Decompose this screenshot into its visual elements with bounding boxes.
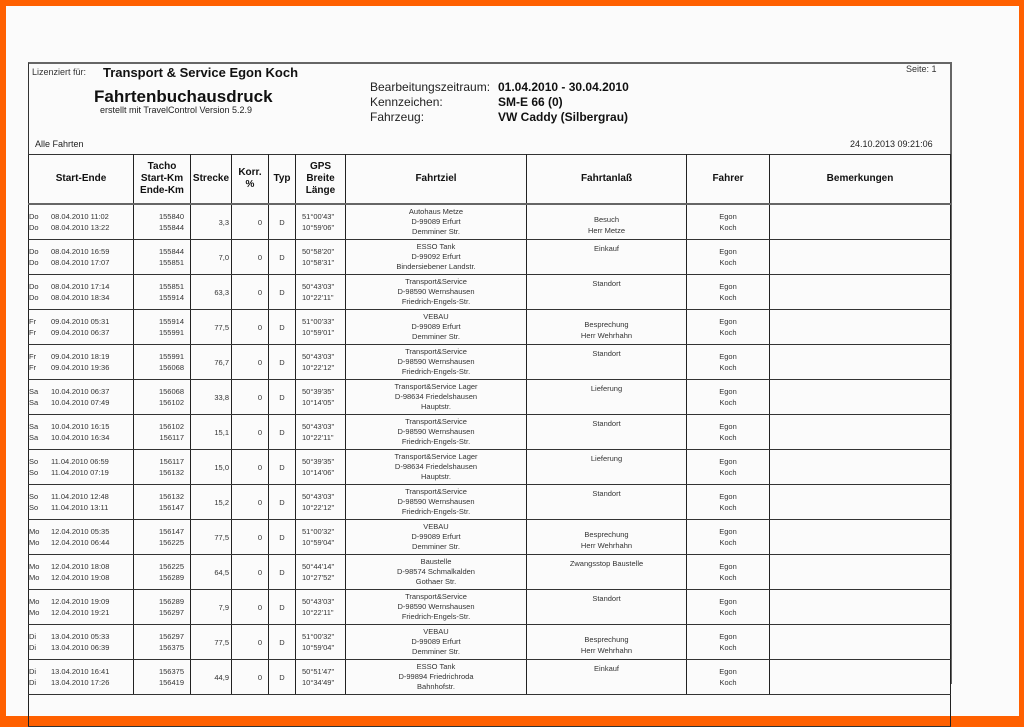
- cell-tacho: 156375 156419: [134, 660, 191, 695]
- col-fahrtanlass: Fahrtanlaß: [527, 155, 687, 205]
- cell-korr: 0: [232, 380, 269, 415]
- cell-strecke: 15,1: [191, 415, 232, 450]
- table-row: [29, 240, 951, 275]
- cell-fahrtanlass: Lieferung: [527, 450, 687, 485]
- cell-tacho: 156289 156297: [134, 590, 191, 625]
- cell-fahrtanlass: Standort: [527, 415, 687, 450]
- cell-start-end: So 11.04.2010 12:48 So 11.04.2010 13:11: [29, 485, 134, 520]
- cell-fahrtanlass: Einkauf: [527, 660, 687, 695]
- cell-fahrer: Egon Koch: [687, 485, 770, 520]
- cell-fahrtziel: Autohaus Metze D-99089 Erfurt Demminer Str.: [346, 204, 527, 240]
- cell-start-end: Do 08.04.2010 11:02 Do 08.04.2010 13:22: [29, 204, 134, 240]
- cell-bemerkungen: [770, 240, 951, 275]
- cell-strecke: 33,8: [191, 380, 232, 415]
- cell-fahrtanlass: Besprechung Herr Wehrhahn: [527, 520, 687, 555]
- cell-start-end: Sa 10.04.2010 06:37 Sa 10.04.2010 07:49: [29, 380, 134, 415]
- cell-fahrtanlass: Besuch Herr Metze: [527, 204, 687, 240]
- cell-typ: D: [269, 310, 296, 345]
- cell-korr: 0: [232, 310, 269, 345]
- table-row: [29, 204, 951, 240]
- cell-fahrer: Egon Koch: [687, 204, 770, 240]
- cell-fahrtziel: VEBAU D-99089 Erfurt Demminer Str.: [346, 625, 527, 660]
- table-row: [29, 625, 951, 660]
- cell-strecke: 3,3: [191, 204, 232, 240]
- print-timestamp: 24.10.2013 09:21:06: [850, 139, 933, 149]
- col-typ: Typ: [269, 155, 296, 205]
- cell-fahrer: Egon Koch: [687, 520, 770, 555]
- cell-korr: 0: [232, 625, 269, 660]
- cell-fahrtziel: VEBAU D-99089 Erfurt Demminer Str.: [346, 520, 527, 555]
- cell-korr: 0: [232, 415, 269, 450]
- plate-label: Kennzeichen:: [370, 95, 443, 109]
- cell-tacho: 155840 155844: [134, 204, 191, 240]
- table-row: [29, 275, 951, 310]
- cell-typ: D: [269, 450, 296, 485]
- cell-gps: 50°43'03" 10°22'11": [296, 415, 346, 450]
- cell-fahrtanlass: Lieferung: [527, 380, 687, 415]
- report-title: Fahrtenbuchausdruck: [94, 87, 273, 106]
- cell-fahrer: Egon Koch: [687, 555, 770, 590]
- cell-fahrtziel: Transport&Service D-98590 Wernshausen Friedrich-Engels-Str.: [346, 590, 527, 625]
- cell-fahrtanlass: Standort: [527, 275, 687, 310]
- cell-korr: 0: [232, 345, 269, 380]
- cell-fahrtanlass: Besprechung Herr Wehrhahn: [527, 625, 687, 660]
- cell-start-end: Di 13.04.2010 16:41 Di 13.04.2010 17:26: [29, 660, 134, 695]
- cell-fahrer: Egon Koch: [687, 275, 770, 310]
- cell-bemerkungen: [770, 204, 951, 240]
- filter-label: Alle Fahrten: [35, 139, 84, 149]
- cell-gps: 50°39'35" 10°14'06": [296, 450, 346, 485]
- col-gps: GPS Breite Länge: [296, 155, 346, 205]
- cell-bemerkungen: [770, 415, 951, 450]
- table-row: [29, 380, 951, 415]
- cell-korr: 0: [232, 204, 269, 240]
- col-bemerkungen: Bemerkungen: [770, 155, 951, 205]
- cell-gps: 50°58'20" 10°58'31": [296, 240, 346, 275]
- cell-fahrer: Egon Koch: [687, 345, 770, 380]
- cell-bemerkungen: [770, 450, 951, 485]
- cell-korr: 0: [232, 485, 269, 520]
- cell-fahrer: Egon Koch: [687, 660, 770, 695]
- cell-fahrtziel: ESSO Tank D-99894 Friedrichroda Bahnhofstr.: [346, 660, 527, 695]
- table-row: [29, 555, 951, 590]
- cell-fahrtanlass: Zwangsstop Baustelle: [527, 555, 687, 590]
- cell-fahrtanlass: Standort: [527, 590, 687, 625]
- cell-fahrer: Egon Koch: [687, 625, 770, 660]
- cell-typ: D: [269, 590, 296, 625]
- cell-fahrer: Egon Koch: [687, 310, 770, 345]
- cell-typ: D: [269, 485, 296, 520]
- col-strecke: Strecke: [191, 155, 232, 205]
- cell-fahrer: Egon Koch: [687, 380, 770, 415]
- table-row: [29, 520, 951, 555]
- cell-fahrtziel: Transport&Service Lager D-98634 Friedelshausen Hauptstr.: [346, 450, 527, 485]
- cell-bemerkungen: [770, 660, 951, 695]
- cell-typ: D: [269, 380, 296, 415]
- cell-start-end: Di 13.04.2010 05:33 Di 13.04.2010 06:39: [29, 625, 134, 660]
- cell-strecke: 76,7: [191, 345, 232, 380]
- cell-tacho: 156147 156225: [134, 520, 191, 555]
- cell-bemerkungen: [770, 590, 951, 625]
- table-row: [29, 310, 951, 345]
- cell-bemerkungen: [770, 625, 951, 660]
- cell-fahrer: Egon Koch: [687, 450, 770, 485]
- table-row: [29, 345, 951, 380]
- col-fahrtziel: Fahrtziel: [346, 155, 527, 205]
- cell-gps: 50°43'03" 10°22'12": [296, 345, 346, 380]
- cell-fahrtziel: ESSO Tank D-99092 Erfurt Bindersiebener Landstr.: [346, 240, 527, 275]
- cell-tacho: 156132 156147: [134, 485, 191, 520]
- col-fahrer: Fahrer: [687, 155, 770, 205]
- cell-fahrer: Egon Koch: [687, 240, 770, 275]
- cell-start-end: Sa 10.04.2010 16:15 Sa 10.04.2010 16:34: [29, 415, 134, 450]
- cell-typ: D: [269, 204, 296, 240]
- cell-korr: 0: [232, 660, 269, 695]
- cell-tacho: 155991 156068: [134, 345, 191, 380]
- cell-strecke: 7,0: [191, 240, 232, 275]
- cell-fahrtanlass: Standort: [527, 485, 687, 520]
- trip-log-table: [28, 154, 951, 727]
- cell-gps: 51°00'33" 10°59'01": [296, 310, 346, 345]
- cell-fahrtziel: Transport&Service D-98590 Wernshausen Friedrich-Engels-Str.: [346, 485, 527, 520]
- cell-strecke: 15,2: [191, 485, 232, 520]
- cell-fahrtziel: Baustelle D-98574 Schmalkalden Gothaer Str.: [346, 555, 527, 590]
- cell-gps: 50°39'35" 10°14'05": [296, 380, 346, 415]
- cell-start-end: Do 08.04.2010 16:59 Do 08.04.2010 17:07: [29, 240, 134, 275]
- licensed-for-label: Lizenziert für:: [32, 67, 87, 77]
- table-row: [29, 660, 951, 695]
- cell-bemerkungen: [770, 485, 951, 520]
- cell-tacho: 156297 156375: [134, 625, 191, 660]
- cell-typ: D: [269, 345, 296, 380]
- cell-strecke: 7,9: [191, 590, 232, 625]
- cell-start-end: Mo 12.04.2010 19:09 Mo 12.04.2010 19:21: [29, 590, 134, 625]
- cell-gps: 51°00'43" 10°59'06": [296, 204, 346, 240]
- cell-tacho: 156117 156132: [134, 450, 191, 485]
- cell-bemerkungen: [770, 275, 951, 310]
- cell-tacho: 155914 155991: [134, 310, 191, 345]
- col-korr: Korr. %: [232, 155, 269, 205]
- cell-tacho: 155844 155851: [134, 240, 191, 275]
- cell-strecke: 44,9: [191, 660, 232, 695]
- period-label: Bearbeitungszeitraum:: [370, 80, 491, 94]
- cell-korr: 0: [232, 555, 269, 590]
- cell-start-end: Do 08.04.2010 17:14 Do 08.04.2010 18:34: [29, 275, 134, 310]
- table-row: [29, 485, 951, 520]
- cell-korr: 0: [232, 275, 269, 310]
- company-name: Transport & Service Egon Koch: [103, 65, 299, 80]
- cell-typ: D: [269, 275, 296, 310]
- cell-gps: 51°00'32" 10°59'04": [296, 520, 346, 555]
- table-header-row: [29, 155, 951, 205]
- cell-bemerkungen: [770, 345, 951, 380]
- cell-tacho: 156102 156117: [134, 415, 191, 450]
- cell-typ: D: [269, 660, 296, 695]
- cell-typ: D: [269, 240, 296, 275]
- cell-fahrtziel: Transport&Service D-98590 Wernshausen Friedrich-Engels-Str.: [346, 275, 527, 310]
- cell-korr: 0: [232, 240, 269, 275]
- cell-fahrer: Egon Koch: [687, 415, 770, 450]
- cell-gps: 50°43'03" 10°22'12": [296, 485, 346, 520]
- cell-strecke: 64,5: [191, 555, 232, 590]
- cell-gps: 51°00'32" 10°59'04": [296, 625, 346, 660]
- cell-start-end: Mo 12.04.2010 18:08 Mo 12.04.2010 19:08: [29, 555, 134, 590]
- cell-fahrtanlass: Standort: [527, 345, 687, 380]
- cell-strecke: 77,5: [191, 625, 232, 660]
- cell-fahrer: Egon Koch: [687, 590, 770, 625]
- cell-korr: 0: [232, 590, 269, 625]
- cell-fahrtziel: Transport&Service Lager D-98634 Friedelshausen Hauptstr.: [346, 380, 527, 415]
- table-row: [29, 450, 951, 485]
- col-start-end: Start-Ende: [29, 155, 134, 205]
- cell-typ: D: [269, 520, 296, 555]
- report-meta: [370, 80, 629, 125]
- cell-start-end: Fr 09.04.2010 05:31 Fr 09.04.2010 06:37: [29, 310, 134, 345]
- report-subtitle: erstellt mit TravelControl Version 5.2.9: [100, 105, 253, 115]
- cell-gps: 50°43'03" 10°22'11": [296, 275, 346, 310]
- cell-tacho: 156225 156289: [134, 555, 191, 590]
- vehicle-value: VW Caddy (Silbergrau): [498, 110, 629, 124]
- table-row: [29, 590, 951, 625]
- cell-strecke: 77,5: [191, 520, 232, 555]
- table-row: [29, 415, 951, 450]
- cell-bemerkungen: [770, 555, 951, 590]
- cell-typ: D: [269, 625, 296, 660]
- cell-gps: 50°44'14" 10°27'52": [296, 555, 346, 590]
- cell-korr: 0: [232, 450, 269, 485]
- col-tacho: Tacho Start-Km Ende-Km: [134, 155, 191, 205]
- cell-korr: 0: [232, 520, 269, 555]
- cell-strecke: 15,0: [191, 450, 232, 485]
- cell-fahrtziel: VEBAU D-99089 Erfurt Demminer Str.: [346, 310, 527, 345]
- period-value: 01.04.2010 - 30.04.2010: [498, 80, 629, 94]
- cell-fahrtanlass: Besprechung Herr Wehrhahn: [527, 310, 687, 345]
- cell-fahrtziel: Transport&Service D-98590 Wernshausen Friedrich-Engels-Str.: [346, 415, 527, 450]
- cell-bemerkungen: [770, 520, 951, 555]
- cell-typ: D: [269, 555, 296, 590]
- cell-bemerkungen: [770, 310, 951, 345]
- cell-fahrtziel: Transport&Service D-98590 Wernshausen Friedrich-Engels-Str.: [346, 345, 527, 380]
- cell-bemerkungen: [770, 380, 951, 415]
- vehicle-label: Fahrzeug:: [370, 110, 425, 124]
- cell-strecke: 63,3: [191, 275, 232, 310]
- page-number: Seite: 1: [906, 64, 937, 74]
- cell-tacho: 155851 155914: [134, 275, 191, 310]
- cell-typ: D: [269, 415, 296, 450]
- plate-value: SM-E 66 (0): [498, 95, 563, 109]
- cell-strecke: 77,5: [191, 310, 232, 345]
- cell-fahrtanlass: Einkauf: [527, 240, 687, 275]
- cell-tacho: 156068 156102: [134, 380, 191, 415]
- cell-start-end: So 11.04.2010 06:59 So 11.04.2010 07:19: [29, 450, 134, 485]
- cell-gps: 50°51'47" 10°34'49": [296, 660, 346, 695]
- cell-start-end: Mo 12.04.2010 05:35 Mo 12.04.2010 06:44: [29, 520, 134, 555]
- cell-gps: 50°43'03" 10°22'11": [296, 590, 346, 625]
- cell-start-end: Fr 09.04.2010 18:19 Fr 09.04.2010 19:36: [29, 345, 134, 380]
